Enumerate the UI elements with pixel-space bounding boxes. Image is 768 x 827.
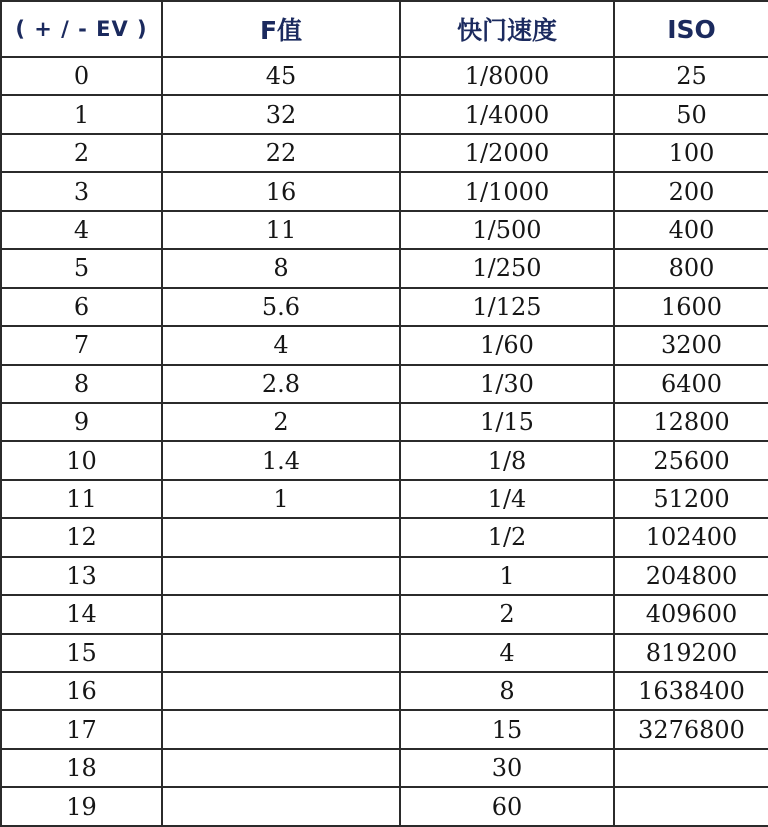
cell-shutter: 1/15	[400, 403, 614, 441]
cell-shutter: 15	[400, 710, 614, 748]
cell-fstop	[162, 557, 400, 595]
cell-ev: 11	[1, 480, 162, 518]
cell-iso: 25600	[614, 441, 768, 479]
table-row	[1, 57, 768, 95]
header-iso: ISO	[614, 1, 768, 57]
cell-shutter: 1/2	[400, 518, 614, 556]
cell-fstop: 5.6	[162, 288, 400, 326]
cell-fstop: 32	[162, 95, 400, 133]
table-row	[1, 172, 768, 210]
cell-ev: 5	[1, 249, 162, 287]
header-ev: ( + / - EV )	[1, 1, 162, 57]
cell-ev: 10	[1, 441, 162, 479]
cell-iso: 1600	[614, 288, 768, 326]
table-row	[1, 518, 768, 556]
cell-ev: 7	[1, 326, 162, 364]
cell-iso: 100	[614, 134, 768, 172]
header-shutter-speed: 快门速度	[400, 1, 614, 57]
cell-iso: 1638400	[614, 672, 768, 710]
cell-iso: 51200	[614, 480, 768, 518]
table-row	[1, 326, 768, 364]
table-row	[1, 557, 768, 595]
cell-shutter: 2	[400, 595, 614, 633]
cell-shutter: 1/8000	[400, 57, 614, 95]
cell-shutter: 60	[400, 787, 614, 826]
cell-iso: 819200	[614, 634, 768, 672]
cell-iso: 6400	[614, 365, 768, 403]
cell-ev: 6	[1, 288, 162, 326]
cell-fstop: 8	[162, 249, 400, 287]
table-row	[1, 749, 768, 787]
table-row	[1, 95, 768, 133]
table-row	[1, 595, 768, 633]
cell-iso: 800	[614, 249, 768, 287]
cell-fstop	[162, 518, 400, 556]
cell-fstop: 16	[162, 172, 400, 210]
cell-fstop	[162, 710, 400, 748]
table-row	[1, 288, 768, 326]
table-row	[1, 672, 768, 710]
table-body	[1, 57, 768, 826]
table-row	[1, 634, 768, 672]
cell-shutter: 1/250	[400, 249, 614, 287]
cell-iso	[614, 749, 768, 787]
cell-fstop: 1	[162, 480, 400, 518]
cell-ev: 18	[1, 749, 162, 787]
cell-shutter: 1/500	[400, 211, 614, 249]
table-row	[1, 710, 768, 748]
table-row	[1, 365, 768, 403]
cell-iso	[614, 787, 768, 826]
cell-fstop: 4	[162, 326, 400, 364]
cell-ev: 3	[1, 172, 162, 210]
table-row	[1, 480, 768, 518]
cell-shutter: 1/2000	[400, 134, 614, 172]
cell-iso: 200	[614, 172, 768, 210]
cell-ev: 13	[1, 557, 162, 595]
cell-ev: 12	[1, 518, 162, 556]
cell-shutter: 4	[400, 634, 614, 672]
cell-fstop	[162, 787, 400, 826]
cell-fstop: 45	[162, 57, 400, 95]
header-row	[1, 1, 768, 57]
table-row	[1, 441, 768, 479]
cell-shutter: 30	[400, 749, 614, 787]
cell-shutter: 1/30	[400, 365, 614, 403]
cell-iso: 3200	[614, 326, 768, 364]
cell-ev: 0	[1, 57, 162, 95]
table-row	[1, 249, 768, 287]
cell-ev: 14	[1, 595, 162, 633]
cell-shutter: 1/125	[400, 288, 614, 326]
cell-ev: 17	[1, 710, 162, 748]
table-row	[1, 134, 768, 172]
cell-fstop: 11	[162, 211, 400, 249]
cell-ev: 19	[1, 787, 162, 826]
table-row	[1, 787, 768, 826]
cell-ev: 15	[1, 634, 162, 672]
cell-fstop	[162, 634, 400, 672]
table-row	[1, 211, 768, 249]
cell-iso: 12800	[614, 403, 768, 441]
cell-fstop: 22	[162, 134, 400, 172]
cell-ev: 4	[1, 211, 162, 249]
cell-iso: 102400	[614, 518, 768, 556]
cell-fstop	[162, 672, 400, 710]
cell-fstop	[162, 595, 400, 633]
cell-shutter: 1/1000	[400, 172, 614, 210]
cell-shutter: 1/4	[400, 480, 614, 518]
cell-fstop: 2.8	[162, 365, 400, 403]
cell-shutter: 1/8	[400, 441, 614, 479]
cell-iso: 25	[614, 57, 768, 95]
cell-ev: 16	[1, 672, 162, 710]
cell-ev: 2	[1, 134, 162, 172]
cell-shutter: 1/60	[400, 326, 614, 364]
cell-ev: 9	[1, 403, 162, 441]
cell-fstop: 2	[162, 403, 400, 441]
cell-ev: 8	[1, 365, 162, 403]
cell-iso: 400	[614, 211, 768, 249]
cell-fstop: 1.4	[162, 441, 400, 479]
table-row	[1, 403, 768, 441]
cell-fstop	[162, 749, 400, 787]
cell-ev: 1	[1, 95, 162, 133]
cell-iso: 204800	[614, 557, 768, 595]
cell-shutter: 1/4000	[400, 95, 614, 133]
header-fstop: F值	[162, 1, 400, 57]
cell-iso: 50	[614, 95, 768, 133]
cell-iso: 409600	[614, 595, 768, 633]
cell-shutter: 8	[400, 672, 614, 710]
cell-iso: 3276800	[614, 710, 768, 748]
cell-shutter: 1	[400, 557, 614, 595]
